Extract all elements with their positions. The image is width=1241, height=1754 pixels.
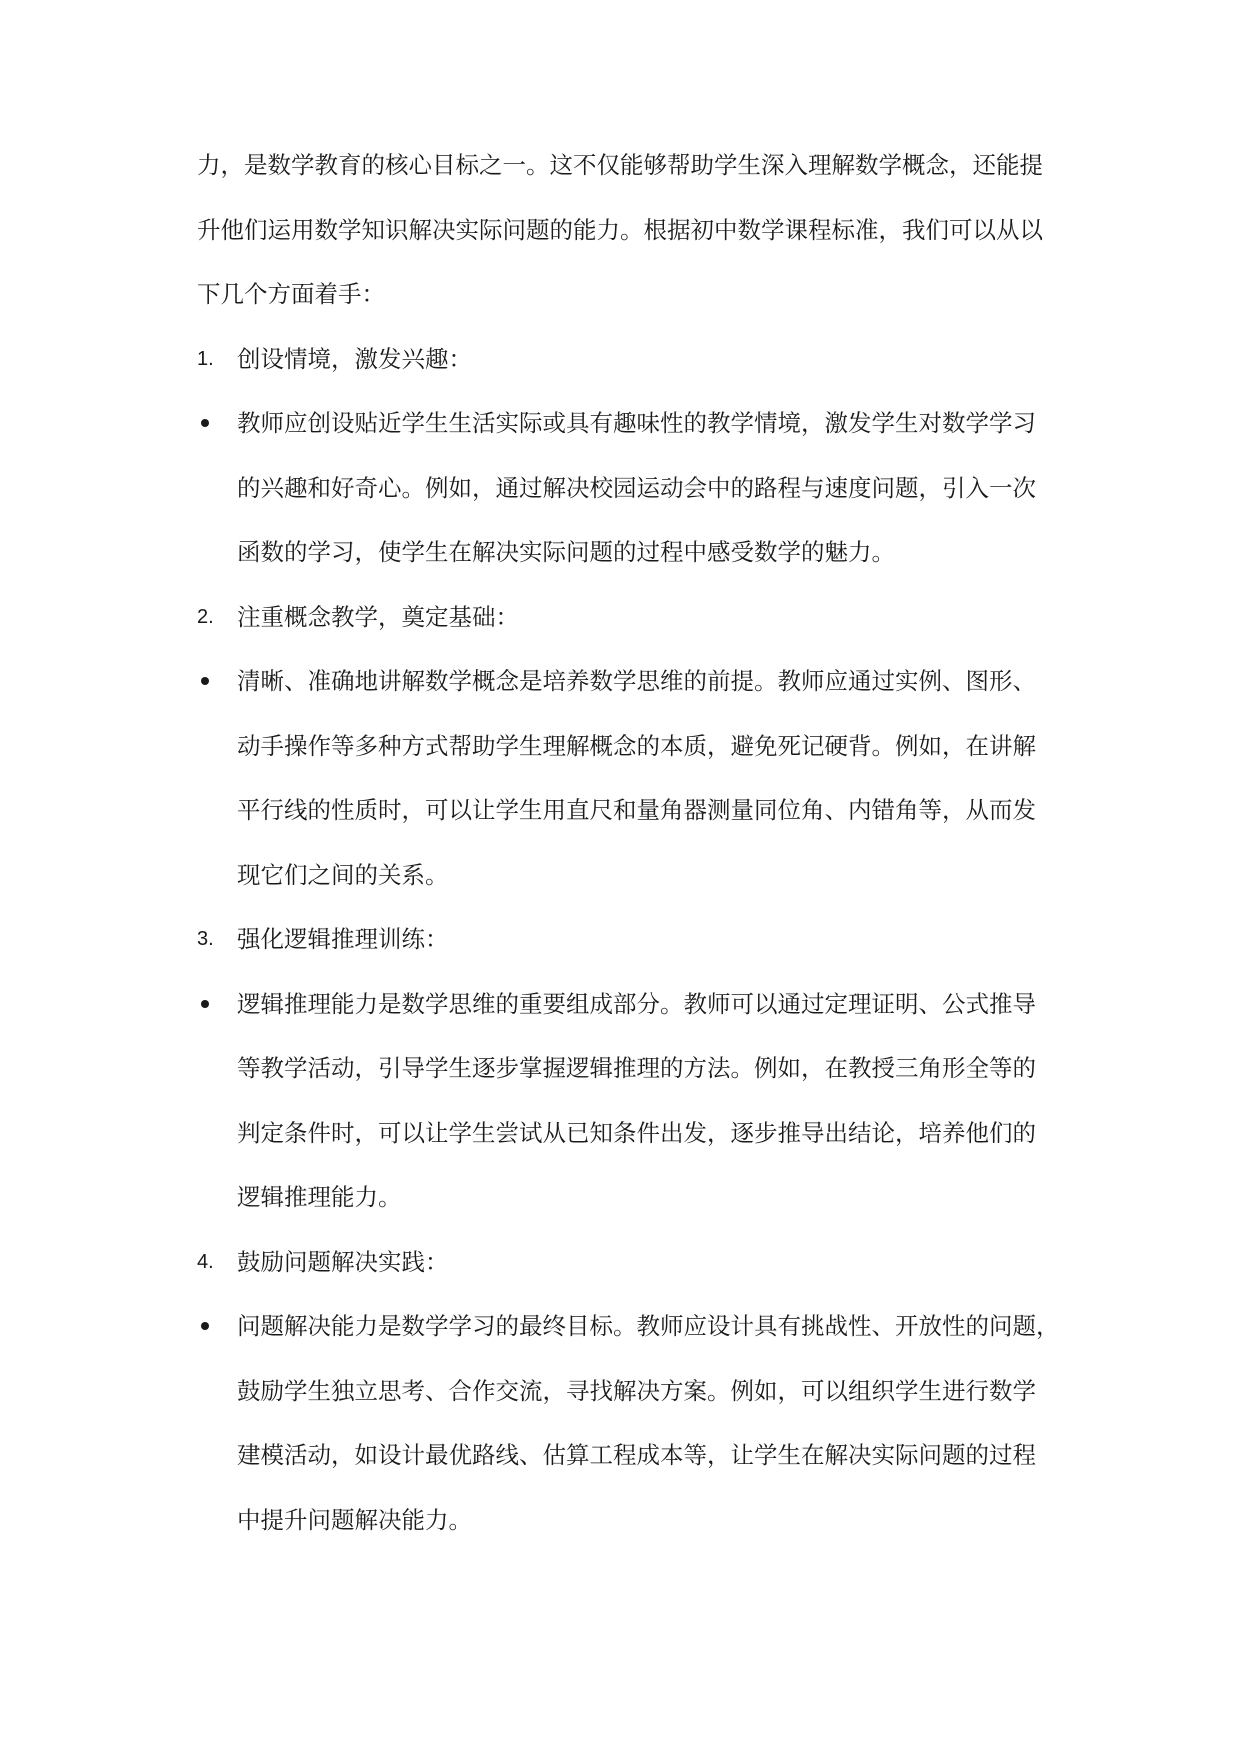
intro-paragraph (197, 133, 1097, 327)
item-heading: 强化逻辑推理训练： (237, 925, 449, 953)
item-heading: 注重概念教学，奠定基础： (237, 602, 519, 631)
numbered-item-4 (197, 1230, 1097, 1295)
text-line: 力，是数学教育的核心目标之一。这不仅能够帮助学生深入理解数学概念，还能提 (197, 151, 1043, 179)
text-line: 建模活动，如设计最优路线、估算工程成本等，让学生在解决实际问题的过程 (237, 1441, 1036, 1469)
text-line: 等教学活动，引导学生逐步掌握逻辑推理的方法。例如，在教授三角形全等的 (237, 1054, 1036, 1082)
text-line: 函数的学习，使学生在解决实际问题的过程中感受数学的魅力。 (237, 538, 895, 566)
text-line: 鼓励学生独立思考、合作交流，寻找解决方案。例如，可以组织学生进行数学 (237, 1376, 1036, 1405)
numbered-item-2 (197, 585, 1097, 650)
bullet-paragraph-3 (197, 972, 1097, 1230)
text-line: 升他们运用数学知识解决实际问题的能力。根据初中数学课程标准，我们可以从以 (197, 215, 1043, 244)
item-number: 3. (197, 928, 214, 950)
text-line: 判定条件时，可以让学生尝试从已知条件出发，逐步推导出结论，培养他们的 (237, 1118, 1036, 1147)
text-line: 问题解决能力是数学学习的最终目标。教师应设计具有挑战性、开放性的问题， (237, 1312, 1060, 1340)
bullet-icon (201, 1322, 209, 1330)
item-heading: 创设情境，激发兴趣： (237, 344, 472, 373)
text-line: 逻辑推理能力。 (237, 1183, 402, 1211)
text-line: 的兴趣和好奇心。例如，通过解决校园运动会中的路程与速度问题，引入一次 (237, 473, 1036, 502)
numbered-item-1 (197, 327, 1097, 392)
bullet-paragraph-2 (197, 649, 1097, 907)
text-line: 清晰、准确地讲解数学概念是培养数学思维的前提。教师应通过实例、图形、 (237, 667, 1036, 695)
bullet-paragraph-4 (197, 1294, 1097, 1552)
item-number: 2. (197, 605, 214, 628)
item-heading: 鼓励问题解决实践： (237, 1247, 449, 1276)
item-number: 1. (197, 347, 214, 370)
text-line: 下几个方面着手： (197, 280, 385, 308)
text-line: 动手操作等多种方式帮助学生理解概念的本质，避免死记硬背。例如，在讲解 (237, 731, 1036, 760)
bullet-icon (201, 1000, 209, 1008)
text-line: 逻辑推理能力是数学思维的重要组成部分。教师可以通过定理证明、公式推导 (237, 989, 1036, 1018)
text-line: 平行线的性质时，可以让学生用直尺和量角器测量同位角、内错角等，从而发 (237, 796, 1036, 824)
text-line: 中提升问题解决能力。 (237, 1505, 472, 1534)
item-number: 4. (197, 1250, 214, 1273)
document-body (197, 133, 1097, 1552)
bullet-icon (201, 419, 209, 427)
bullet-icon (201, 677, 209, 685)
text-line: 现它们之间的关系。 (237, 860, 449, 889)
bullet-paragraph-1 (197, 391, 1097, 585)
text-line: 教师应创设贴近学生生活实际或具有趣味性的教学情境，激发学生对数学学习 (237, 409, 1036, 437)
numbered-item-3 (197, 907, 1097, 972)
